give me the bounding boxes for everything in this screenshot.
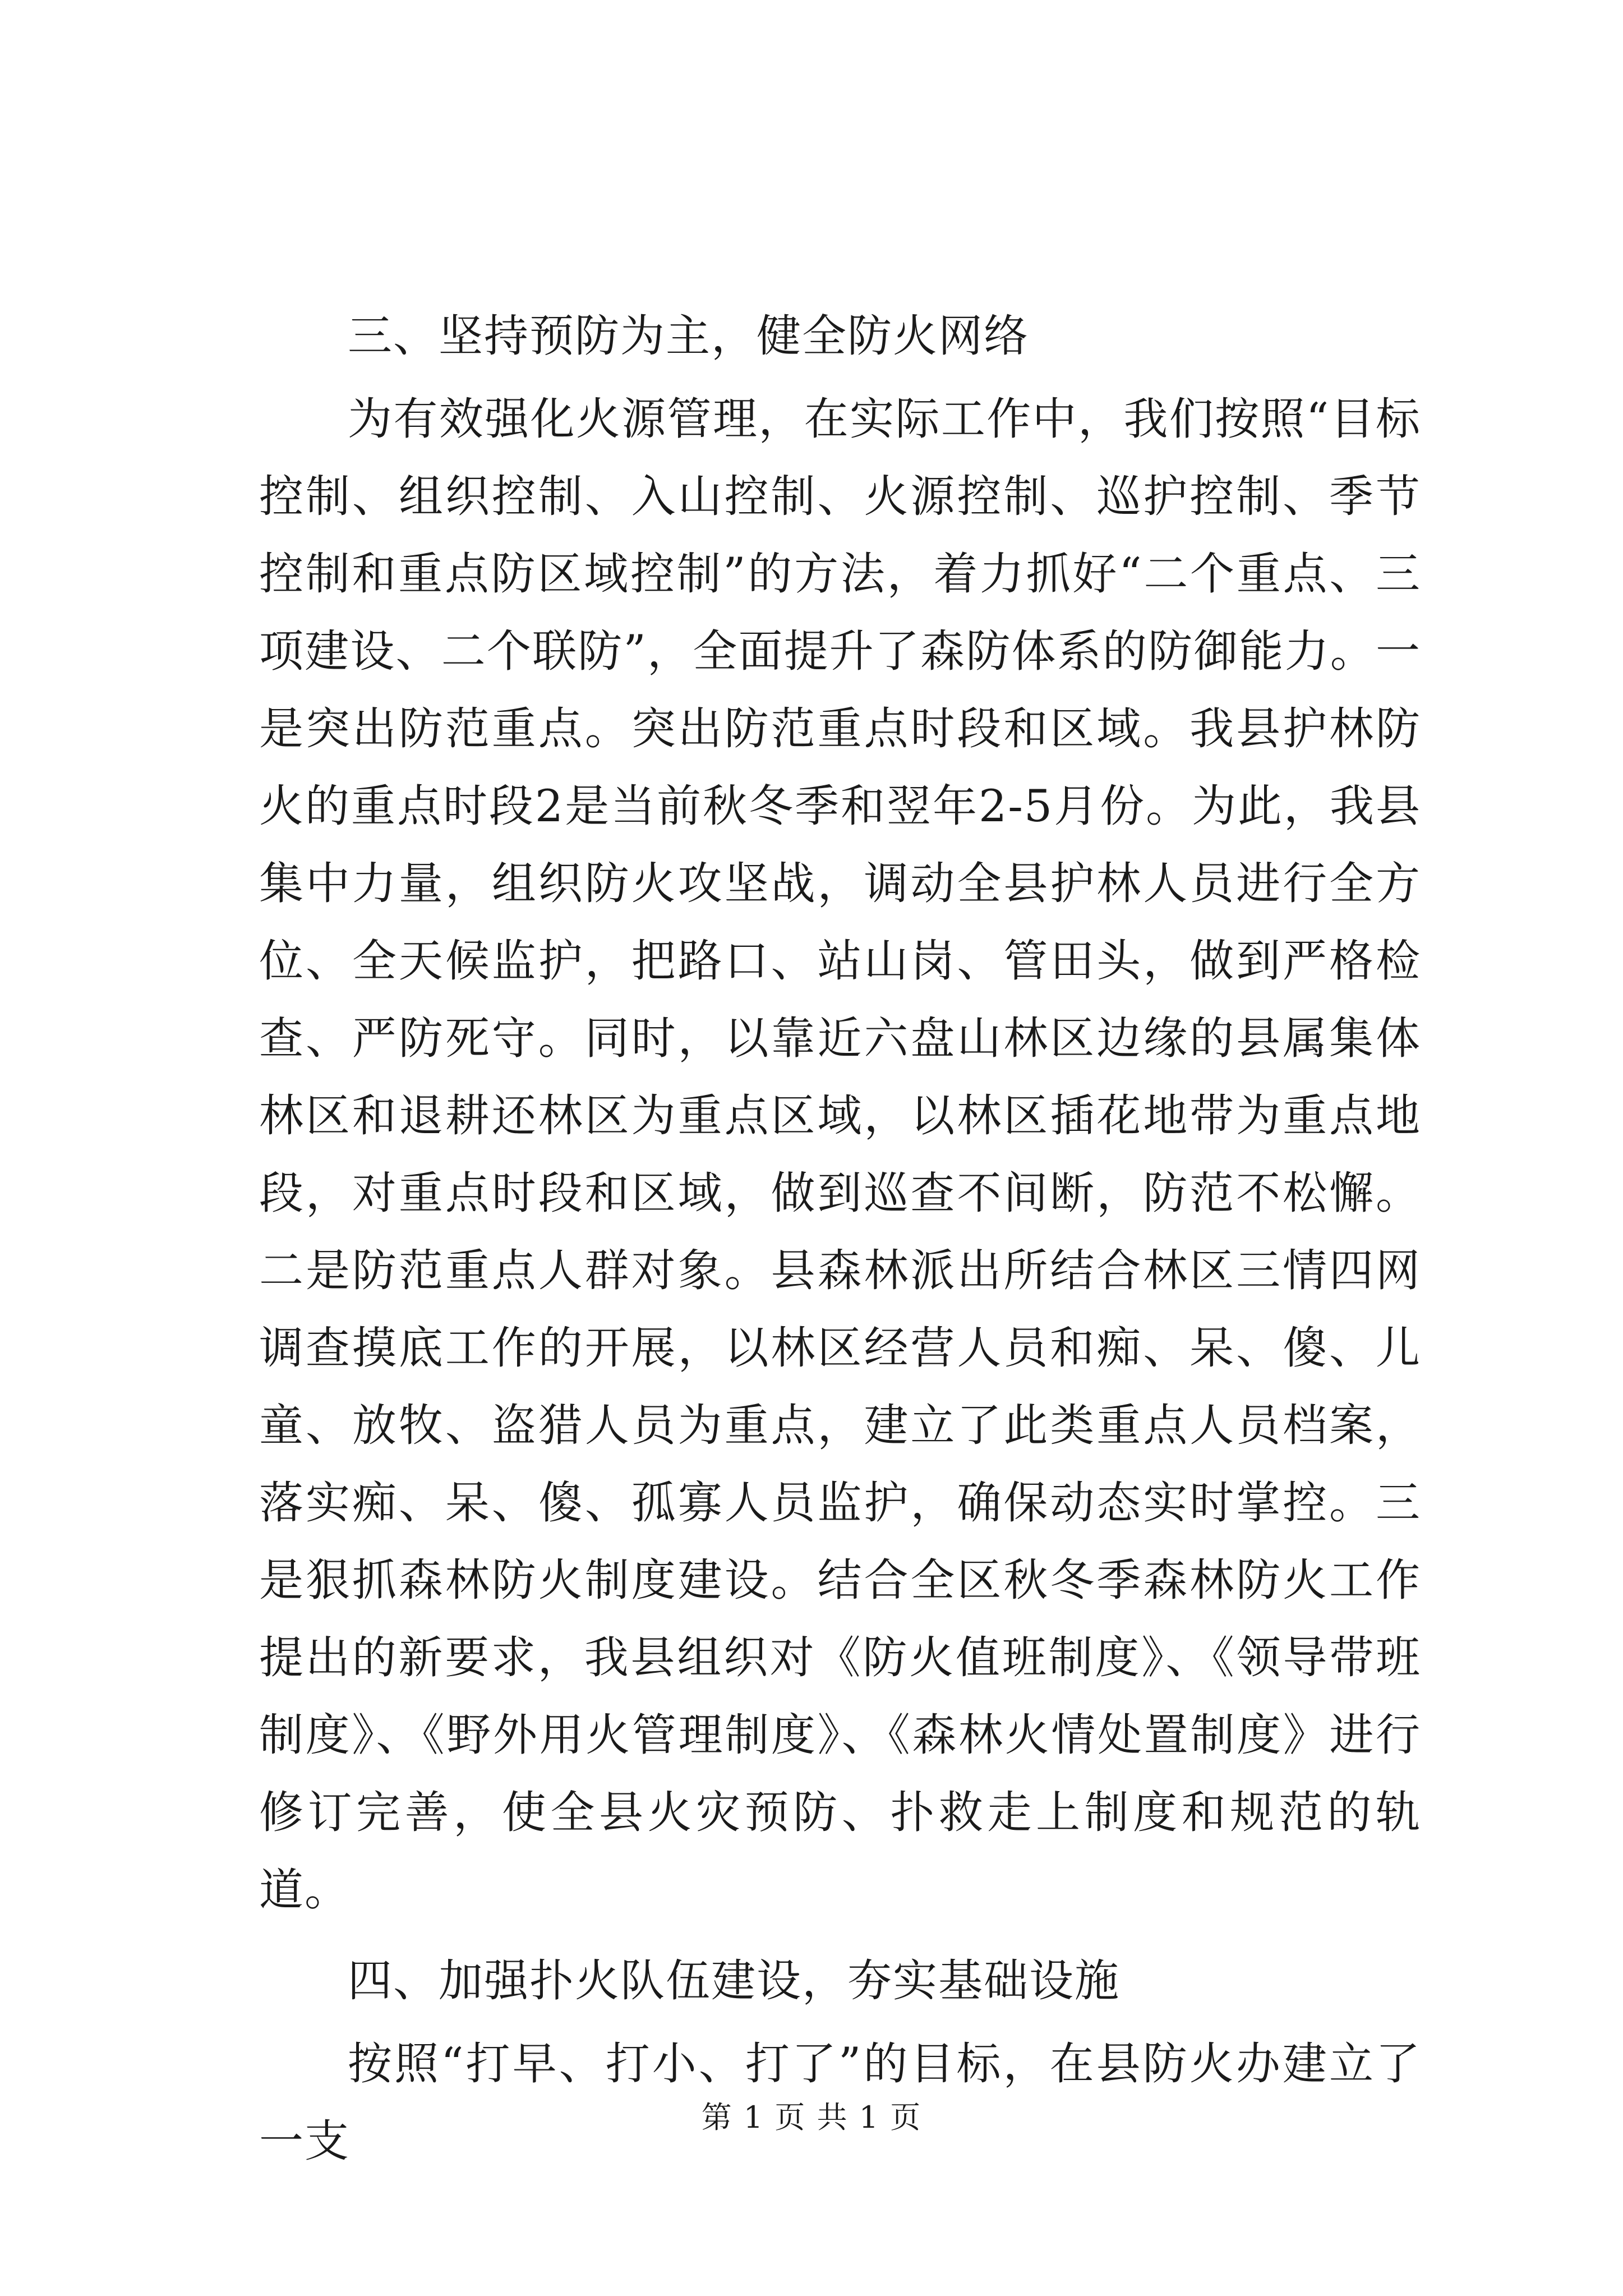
section-heading-4: 四、加强扑火队伍建设，夯实基础设施: [348, 1955, 1120, 2007]
document-body: [259, 297, 1421, 2180]
section-paragraph-3: 为有效强化火源管理，在实际工作中，我们按照“目标控制、组织控制、入山控制、火源控制、巡护控制、季节控制和重点防区域控制”的方法，着力抓好“二个重点、三项建设、二个联防”，全面提升了森防体系的防御能力。一是突出防范重点。突出防范重点时段和区域。我县护林防火的重点时段2是当前秋冬季和翌年2-5月份。为此，我县集中力量，组织防火攻坚战，调动全县护林人员进行全方位、全天候监护，把路口、站山岗、管田头，做到严格检查、严防死守。同时，以靠近六盘山林区边缘的县属集体林区和退耕还林区为重点区域，以林区插花地带为重点地段，对重点时段和区域，做到巡查不间断，防范不松懈。二是防范重点人群对象。县森林派出所结合林区三情四网调查摸底工作的开展，以林区经营人员和痴、呆、傻、儿童、放牧、盗猎人员为重点，建立了此类重点人员档案，落实痴、呆、傻、孤寡人员监护，确保动态实时掌控。三是狠抓森林防火制度建设。结合全区秋冬季森林防火工作提出的新要求，我县组织对《防火值班制度》、《领导带班制度》、《野外用火管理制度》、《森林火情处置制度》进行修订完善，使全县火灾预防、扑救走上制度和规范的轨道。: [259, 393, 1421, 1916]
section-heading-3: 三、坚持预防为主，健全防火网络: [348, 310, 1029, 362]
page-footer: 第 1 页 共 1 页: [701, 2100, 922, 2135]
section-paragraph-4: 按照“打早、打小、打了”的目标，在县防火办建立了一支: [259, 2038, 1421, 2167]
